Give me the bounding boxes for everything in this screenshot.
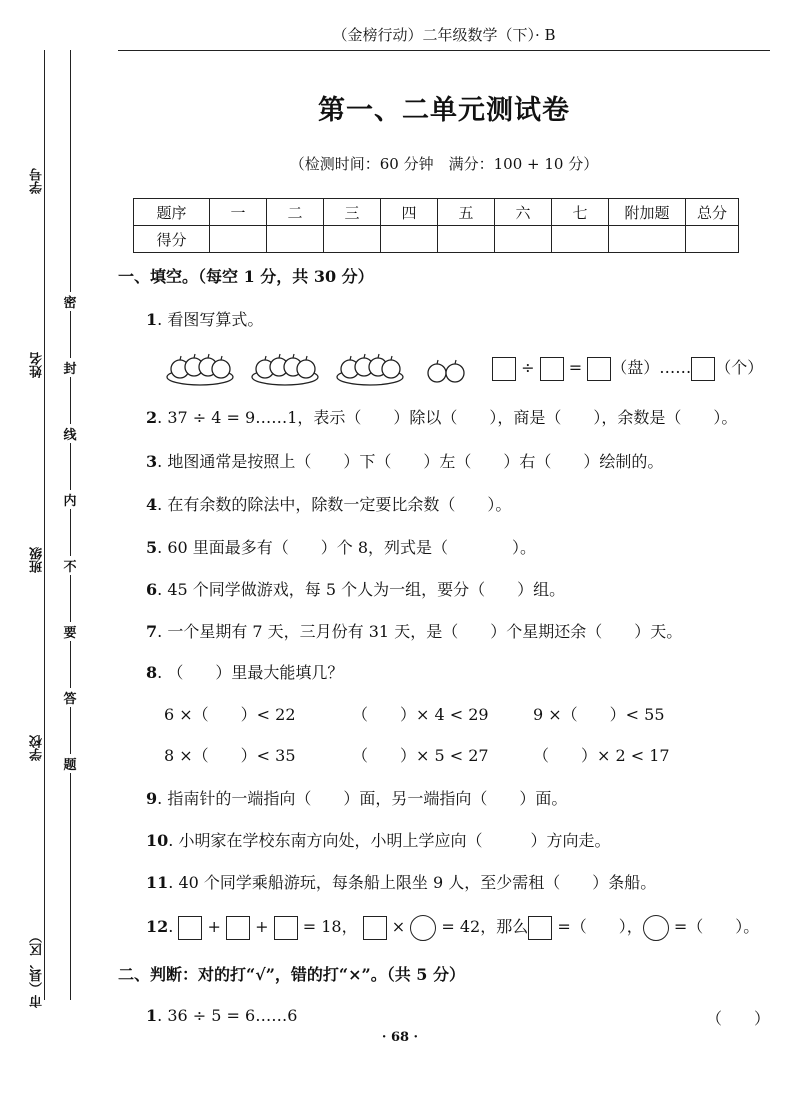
judge-question-1 (146, 1006, 297, 1025)
score-input-cell[interactable] (381, 226, 438, 253)
question-number: 10 (146, 831, 169, 850)
table-cell: 附加题 (609, 199, 686, 226)
equals-sign: = (568, 358, 583, 377)
question-10 (146, 828, 610, 851)
answer-box[interactable] (540, 357, 564, 381)
seal-char: 内 (62, 490, 78, 509)
table-cell: 五 (438, 199, 495, 226)
answer-box[interactable] (363, 916, 387, 940)
question-text: . 37 ÷ 4 = 9……1，表示（ ）除以（ ），商是（ ），余数是（ ）。 (157, 408, 738, 427)
question-7 (146, 619, 682, 642)
question-text: . 60 里面最多有（ ）个 8，列式是（ ）。 (157, 538, 537, 557)
divide-sign: ÷ (521, 358, 535, 377)
question-text: . 在有余数的除法中，除数一定要比余数（ ）。 (157, 495, 512, 514)
question-text: . 地图通常是按照上（ ）下（ ）左（ ）右（ ）绘制的。 (157, 452, 664, 471)
table-row (134, 226, 739, 253)
question-text: . 36 ÷ 5 = 6……6 (157, 1006, 298, 1025)
table-cell: 四 (381, 199, 438, 226)
question-text: . 45 个同学做游戏，每 5 个人为一组，要分（ ）组。 (157, 580, 566, 599)
score-input-cell[interactable] (210, 226, 267, 253)
section-1-title: 一、填空。（每空 1 分，共 30 分） (118, 267, 374, 286)
question-text: . 一个星期有 7 天，三月份有 31 天，是（ ）个星期还余（ ）天。 (157, 622, 683, 641)
score-input-cell[interactable] (324, 226, 381, 253)
equation-text: =（ ）， (557, 917, 643, 936)
inequality: （ ）× 5 < 27 (352, 746, 489, 765)
question-9 (146, 786, 567, 809)
answer-box[interactable] (226, 916, 250, 940)
table-cell: 三 (324, 199, 381, 226)
seal-char: 线 (62, 424, 78, 443)
question-text: . 指南针的一端指向（ ）面，另一端指向（ ）面。 (157, 789, 568, 808)
inequality: 8 ×（ ）< 35 (164, 746, 296, 765)
seal-char: 答 (62, 688, 78, 707)
equation-text: = 18， (302, 917, 358, 936)
question-text: . （ ）里最大能填几？ (157, 663, 344, 682)
label-city: 市（县、区） (30, 930, 45, 1008)
question-4 (146, 492, 511, 515)
question-1 (146, 307, 263, 330)
inequality: （ ）× 4 < 29 (352, 705, 489, 724)
answer-circle[interactable] (643, 915, 669, 941)
question-text: . 40 个同学乘船游玩，每条船上限坐 9 人，至少需租（ ）条船。 (168, 873, 657, 892)
score-input-cell[interactable] (609, 226, 686, 253)
seal-char: 密 (62, 292, 78, 311)
question-number: 6 (146, 580, 158, 599)
label-name: 姓名 (30, 352, 45, 378)
score-input-cell[interactable] (552, 226, 609, 253)
seal-char: 不 (62, 556, 78, 575)
inequality: 9 ×（ ）< 55 (533, 705, 665, 724)
score-input-cell[interactable] (495, 226, 552, 253)
score-input-cell[interactable] (438, 226, 495, 253)
apple-plates-illustration (165, 347, 475, 387)
question-3 (146, 449, 663, 472)
equation-text: =（ ）。 (673, 917, 760, 936)
plus-sign: + (207, 917, 221, 936)
answer-circle[interactable] (410, 915, 436, 941)
question-5 (146, 535, 536, 558)
label-class: 班级 (30, 547, 45, 573)
label-student-id: 学号 (30, 168, 45, 194)
seal-char: 题 (62, 754, 78, 773)
table-cell: 总分 (686, 199, 739, 226)
question-1-answer-row (492, 355, 763, 381)
table-row (134, 199, 739, 226)
seal-char: 要 (62, 622, 78, 641)
page-number: · 68 · (381, 1030, 419, 1045)
margin-line-dashed (70, 50, 71, 1000)
inequality: 6 ×（ ）< 22 (164, 705, 296, 724)
judge-answer-paren[interactable]: （ ） (706, 1009, 771, 1028)
page-title: 第一、二单元测试卷 (318, 95, 570, 126)
label-school: 学校 (30, 735, 45, 761)
times-sign: × (391, 917, 406, 936)
score-input-cell[interactable] (267, 226, 324, 253)
question-number: 1 (146, 310, 158, 329)
table-head-cell: 得分 (134, 226, 210, 253)
section-2-title: 二、判断：对的打“√”，错的打“×”。（共 5 分） (118, 965, 466, 984)
answer-box[interactable] (528, 916, 552, 940)
question-number: 2 (146, 408, 158, 427)
question-number: 7 (146, 622, 158, 641)
question-8 (146, 660, 343, 683)
question-number: 3 (146, 452, 158, 471)
answer-box[interactable] (691, 357, 715, 381)
score-input-cell[interactable] (686, 226, 739, 253)
table-cell: 二 (267, 199, 324, 226)
exam-info: （检测时间：60 分钟 满分：100 + 10 分） (289, 155, 599, 173)
answer-box[interactable] (492, 357, 516, 381)
table-cell: 一 (210, 199, 267, 226)
table-cell: 七 (552, 199, 609, 226)
table-head-cell: 题序 (134, 199, 210, 226)
inequality: （ ）× 2 < 17 (533, 746, 670, 765)
seal-char: 封 (62, 358, 78, 377)
question-number: 4 (146, 495, 158, 514)
answer-box[interactable] (587, 357, 611, 381)
question-number: 11 (146, 873, 169, 892)
question-number: 1 (146, 1006, 158, 1025)
question-number: 8 (146, 663, 158, 682)
book-header: （金榜行动）二年级数学（下）· B (118, 22, 770, 51)
plus-sign: + (255, 917, 269, 936)
answer-box[interactable] (274, 916, 298, 940)
question-11 (146, 870, 656, 893)
question-12: 12. + + = 18， × = 42，那么 =（ ）， =（ ）。 (146, 914, 759, 941)
score-table (133, 198, 739, 253)
question-number: 12 (146, 917, 169, 936)
unit-items: （个） (715, 358, 764, 377)
question-2 (146, 405, 737, 428)
equation-text: = 42，那么 (441, 917, 529, 936)
question-text: . 看图写算式。 (157, 310, 264, 329)
answer-box[interactable] (178, 916, 202, 940)
table-cell: 六 (495, 199, 552, 226)
question-6 (146, 577, 565, 600)
question-number: 9 (146, 789, 158, 808)
question-number: 5 (146, 538, 158, 557)
question-text: . 小明家在学校东南方向处，小明上学应向（ ）方向走。 (168, 831, 611, 850)
unit-plates: （盘）…… (611, 358, 692, 377)
